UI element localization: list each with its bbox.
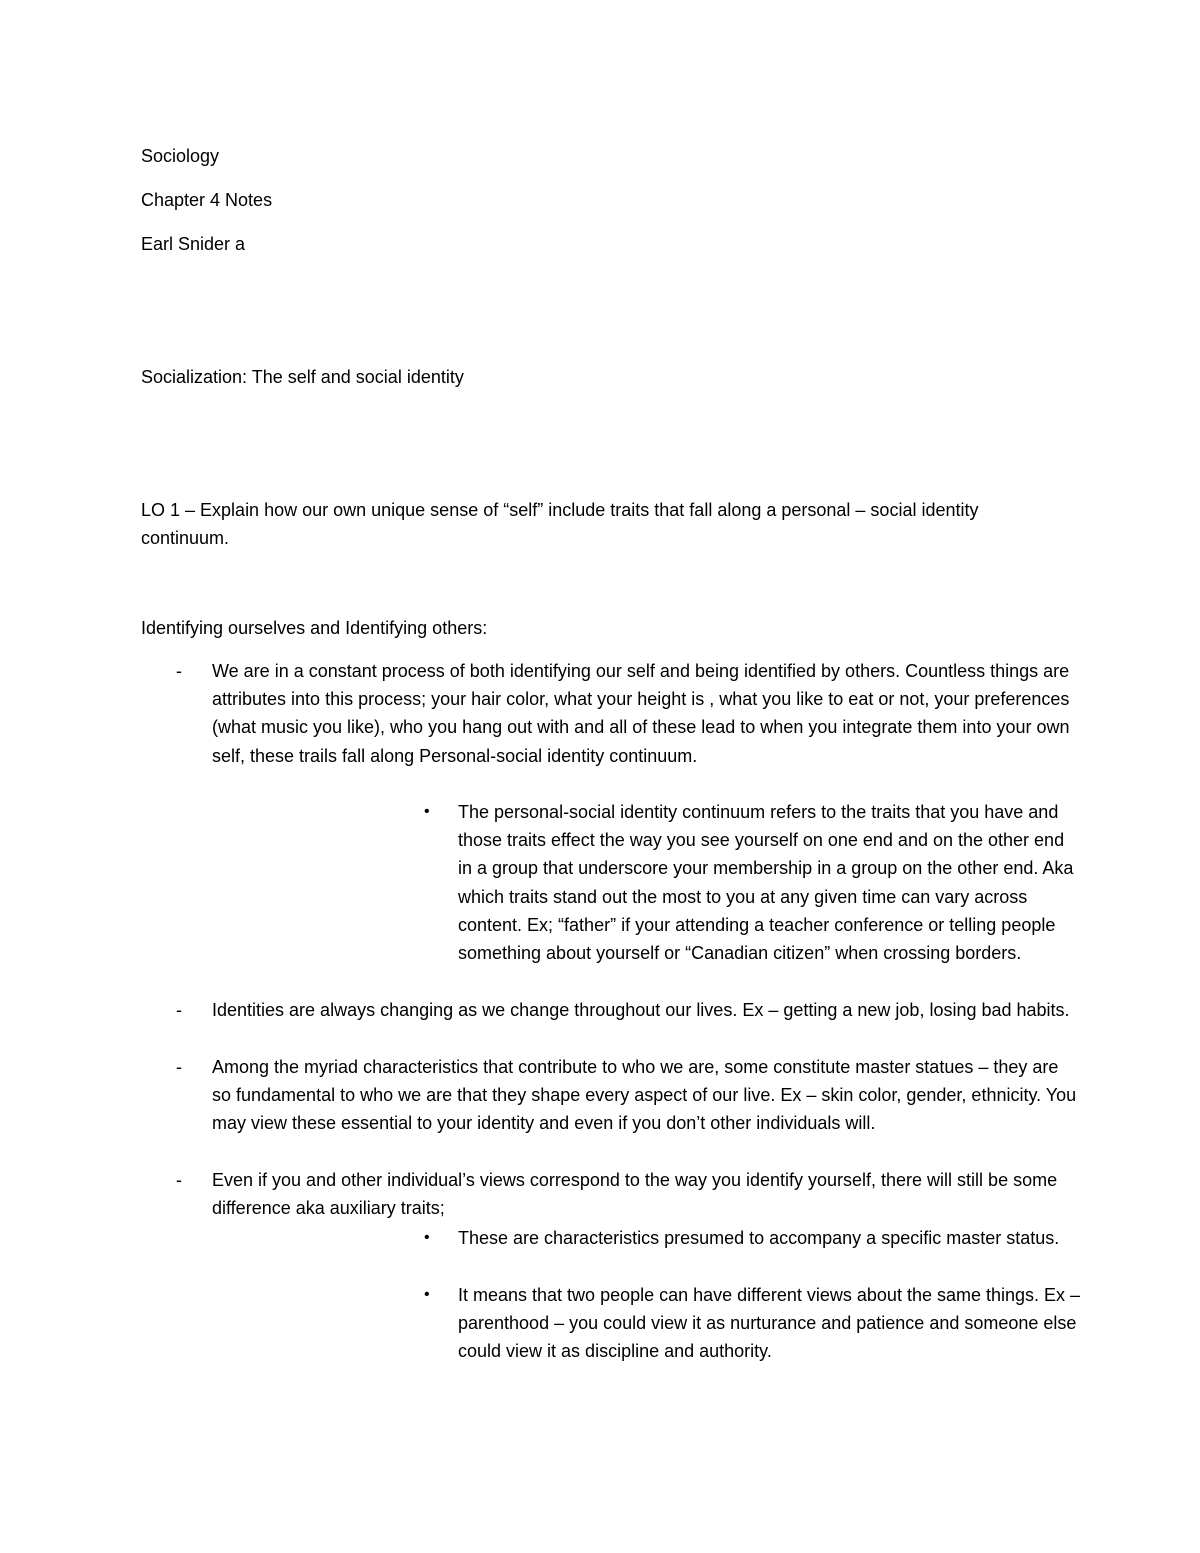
list-item: Even if you and other individual’s views correspond to the way you identify yourself, there will still be some difference aka auxiliary traits; (212, 1170, 1058, 1219)
bullet-marker: • (424, 803, 430, 820)
dash-marker: - (176, 1057, 182, 1077)
sub-list-item: It means that two people can have different views about the same things. Ex – parenthood – you could view it as nurturance and patience and someone else could view it as discipline and authority. (458, 1285, 1081, 1362)
author-name: Earl Snider a (141, 234, 246, 254)
list-item: Among the myriad characteristics that contribute to who we are, some constitute master statues – they are so fundamental to who we are that they shape every aspect of our live. Ex – skin color, gender, ethnicity. You may view these essential to your identity and even if you don’t other individuals will. (212, 1057, 1077, 1134)
sub-list-item: The personal-social identity continuum refers to the traits that you have and those traits effect the way you see yourself on one end and on the other end in a group that underscore your membership in a group on the other end. Aka which traits stand out the most to you at any given time can vary across content. Ex; “father” if your attending a teacher conference or telling people something about yourself or “Canadian citizen” when crossing borders. (458, 802, 1074, 964)
list-item: We are in a constant process of both identifying our self and being identified by others. Countless things are attributes into this process; your hair color, what your height is , what you like to eat or not, your preferences (what music you like), who you hang out with and all of these lead to when you integrate them into your own self, these trails fall along Personal-social identity continuum. (212, 661, 1070, 766)
course-name: Sociology (141, 146, 220, 166)
section-heading: Identifying ourselves and Identifying others: (141, 618, 488, 638)
list-item: Identities are always changing as we change throughout our lives. Ex – getting a new job, losing bad habits. (212, 1000, 1070, 1020)
sub-list-item: These are characteristics presumed to accompany a specific master status. (458, 1228, 1060, 1248)
document-title: Socialization: The self and social identity (141, 367, 464, 387)
dash-marker: - (176, 1000, 182, 1020)
bullet-marker: • (424, 1229, 430, 1246)
bullet-marker: • (424, 1286, 430, 1303)
chapter-label: Chapter 4 Notes (141, 190, 273, 210)
learning-objective: LO 1 – Explain how our own unique sense of “self” include traits that fall along a personal – social identity continuum. (141, 500, 979, 549)
dash-marker: - (176, 661, 182, 681)
dash-marker: - (176, 1170, 182, 1190)
